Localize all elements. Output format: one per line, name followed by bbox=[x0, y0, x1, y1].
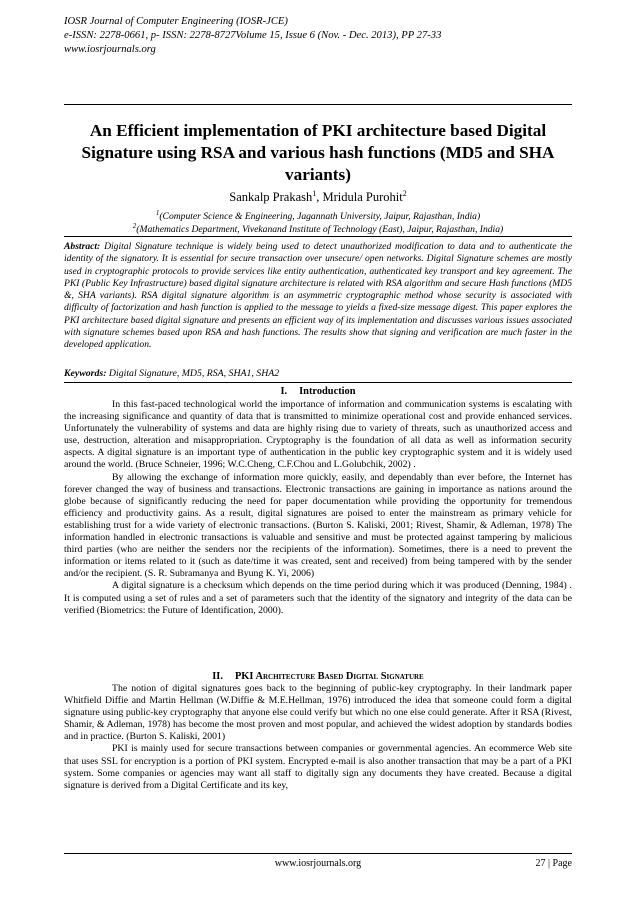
page-number: 27 | Page bbox=[535, 858, 572, 869]
footer-divider bbox=[64, 853, 572, 854]
affiliation-2-sup: 2 bbox=[132, 222, 137, 230]
section-2-number: II. bbox=[212, 671, 223, 682]
affiliation-2-text: (Mathematics Department, Vivekanand Institute of Technology (East), Jaipur, Rajasthan, India) bbox=[136, 224, 504, 236]
paragraph: The notion of digital signatures goes back to the beginning of public-key cryptography. In their landmark paper Whitfield Diffie and Martin Hellman (W.Diffie & M.E.Hellman, 1976) introduced the idea that someone could form a digital signature using public-key cryptography that anyone else could verify but which no one else could generate. After it RSA (Rivest, Shamir, & Adleman, 1978) has become the most proven and most popular, and achieved the widest adoption by standards bodies and in practice. (Burton S. Kaliski, 2001) bbox=[64, 683, 572, 743]
section-heading-introduction bbox=[64, 386, 572, 398]
paragraph: In this fast-paced technological world the importance of information and communication systems is escalating with the increasing significance and quantity of data that is transmitted to minimize operational cost and provide enhanced services. Unfortunately the vulnerability of systems and data are highly rising due to variety of threats, such as unauthorized access and use, destruction, alteration and misappropriation. Cryptography is the foundation of all data as well as information security aspects. A digital signature is an important type of authentication in the public key cryptographic system and it is widely used around the world. (Bruce Schneier, 1996; W.C.Cheng, C.F.Chou and L.Golubchik, 2002) . bbox=[64, 399, 572, 471]
section-1-title: Introduction bbox=[299, 386, 356, 397]
author-1-sup: 1 bbox=[312, 189, 317, 198]
affiliation-2 bbox=[64, 220, 572, 236]
abstract-divider-bottom bbox=[64, 382, 572, 383]
keywords bbox=[64, 368, 572, 380]
author-separator: , bbox=[316, 190, 323, 205]
paragraph: A digital signature is a checksum which depends on the time period during which it was produced (Denning, 1984) . It is computed using a set of rules and a set of parameters such that the identity of the signatory and integrity of the data can be verified (Biometrics: the Future of Identification, 2000). bbox=[64, 580, 572, 616]
section-2-body bbox=[64, 683, 572, 792]
section-2-title: PKI Architecture Based Digital Signature bbox=[234, 671, 424, 682]
header-divider bbox=[64, 104, 572, 105]
paragraph: PKI is mainly used for secure transactions between companies or governmental agencies. An ecommerce Web site that uses SSL for encryption is a portion of PKI system. Encrypted e-mail is also another transaction that may be a part of a PKI system. Some companies or agencies may want all staff to digitally sign any documents they have created. Because a digital signature is derived from a Digital Certificate and its key, bbox=[64, 743, 572, 791]
keywords-label: Keywords: bbox=[64, 368, 107, 379]
author-1: Sankalp Prakash bbox=[229, 190, 313, 205]
paper-title: An Efficient implementation of PKI architecture based Digital Signature using RSA and various hash functions (MD5 and SHA variants) bbox=[81, 121, 555, 184]
author-2-sup: 2 bbox=[402, 189, 407, 198]
abstract-text: Digital Signature technique is widely being used to detect unauthorized modification to data and to authenticate the identity of the signatory. It is essential for secure transaction over unsecure/ open networks. Digital Signature schemes are mostly used in cryptographic protocols to provide services like entity authentication, authenticated key transport and key agreement. The PKI (Public Key Infrastructure) based digital signature architecture is related with RSA algorithm and secure Hash functions (MD5 &, SHA variants). RSA digital signature algorithm is an asymmetric cryptographic method whose security is associated with difficulty of factorization and hash function is applied to the message to yields a fixed-size message digest. This paper explores the PKI architecture based digital signature and presents an efficient way of its implementation and discusses various issues associated with signature schemes based upon RSA and hash functions. The results show that signing and verification are much faster in the developed application. bbox=[64, 241, 572, 351]
keywords-text: Digital Signature, MD5, RSA, SHA1, SHA2 bbox=[108, 368, 280, 379]
journal-name: IOSR Journal of Computer Engineering (IOSR-JCE) bbox=[64, 16, 288, 27]
footer-url: www.iosrjournals.org bbox=[274, 858, 362, 869]
affiliation-1-sup: 1 bbox=[155, 209, 160, 217]
journal-issn: e-ISSN: 2278-0661, p- ISSN: 2278-8727Volume 15, Issue 6 (Nov. - Dec. 2013), PP 27-33 bbox=[64, 30, 442, 41]
journal-url: www.iosrjournals.org bbox=[64, 44, 156, 55]
abstract-divider-top bbox=[64, 236, 572, 237]
author-2: Mridula Purohit bbox=[322, 190, 403, 205]
author-line bbox=[64, 186, 572, 205]
affiliation-1-text: (Computer Science & Engineering, Jagannath University, Jaipur, Rajasthan, India) bbox=[159, 211, 481, 223]
section-1-number: I. bbox=[280, 386, 288, 397]
abstract bbox=[64, 241, 572, 352]
journal-header bbox=[64, 15, 572, 57]
section-1-body bbox=[64, 399, 572, 617]
abstract-label: Abstract: bbox=[64, 241, 101, 252]
section-heading-pki bbox=[64, 671, 572, 683]
paragraph: By allowing the exchange of information more quickly, easily, and dependably than ever before, the Internet has forever changed the way of business and transactions. Electronic transactions are gaining in importance as nations around the globe because of significantly reducing the need for paper documentation while providing the opportunity for tremendous efficiency and productivity gains. As a result, digital signatures are poised to enter the mainstream as primary vehicle for establishing trust for a wide variety of electronic transactions. (Burton S. Kaliski, 2001; Rivest, Shamir, & Adleman, 1978) The information handled in electronic transactions is valuable and sensitive and must be protected against tampering by malicious third parties (who are neither the senders nor the recipients of the information). Sometimes, there is a need to prevent the information or items related to it (such as date/time it was created, sent and received) from being tampered with by the sender and/or the recipient. (S. R. Subramanya and Byung K. Yi, 2006) bbox=[64, 471, 572, 580]
